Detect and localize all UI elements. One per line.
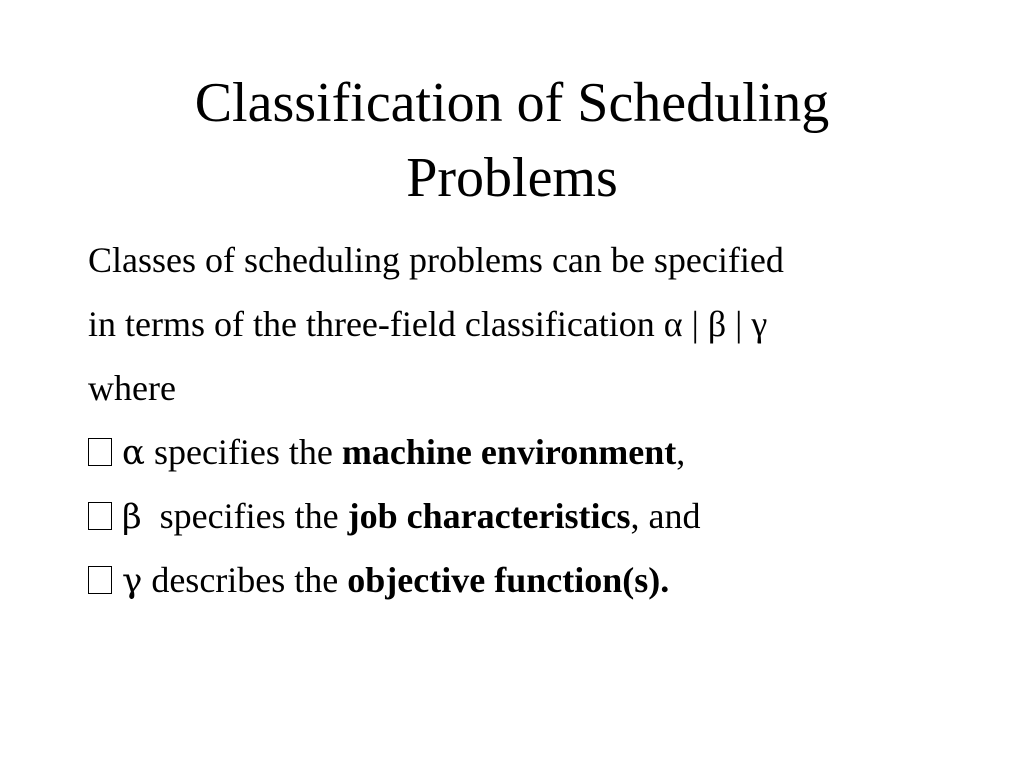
slide-title [0,66,1024,216]
bullet-symbol: α [122,433,145,473]
bullet-symbol: β [122,497,142,537]
checkbox-glyph-icon [88,502,112,530]
bullet-text-after: , [676,432,686,472]
bullet-text: describes the [142,560,348,600]
checkbox-glyph-icon [88,438,112,466]
bullet-bold-term: objective function(s). [347,560,670,600]
bullet-text: specifies the [144,432,342,472]
bullet-bold-term: job characteristics [347,496,631,536]
bullet-item-beta [88,484,988,548]
title-line-1: Classification of Scheduling [194,72,830,134]
bullet-symbol: γ [122,561,143,601]
intro-line-1: Classes of scheduling problems can be specified [88,240,784,280]
bullet-item-gamma [88,548,988,612]
title-line-2: Problems [406,147,618,209]
bullet-bold-term: machine environment [341,432,677,472]
bullet-item-alpha [88,420,988,484]
intro-line-2: in terms of the three-field classification α | β | γ [88,304,768,344]
intro-line-3: where [88,368,176,408]
slide-body [88,228,988,612]
checkbox-glyph-icon [88,566,112,594]
bullet-text: specifies the [141,496,348,536]
bullet-text-after: , and [630,496,701,536]
